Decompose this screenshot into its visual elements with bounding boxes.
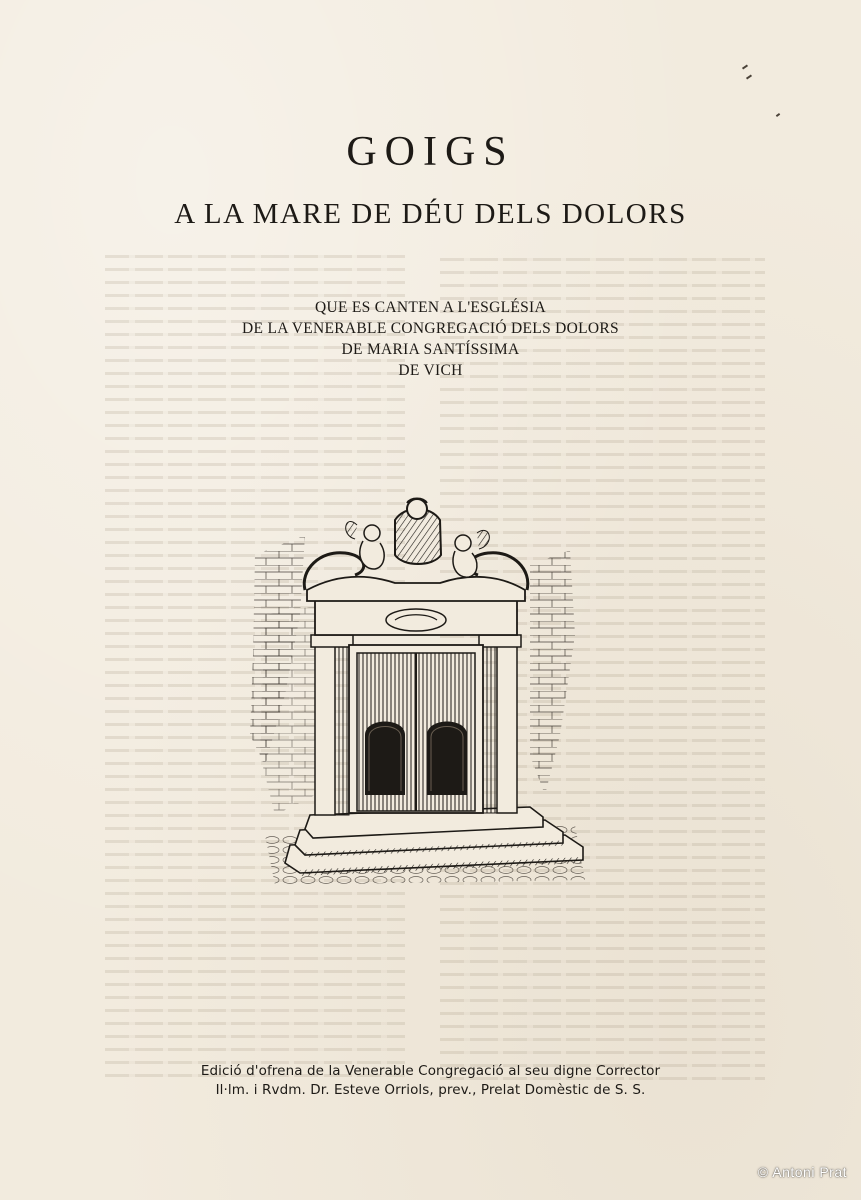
dedication-line: Edició d'ofrena de la Venerable Congregació al seu digne Corrector	[200, 1063, 661, 1079]
intro-line: DE LA VENERABLE CONGREGACIÓ DELS DOLORS	[242, 320, 619, 337]
dedication-line: Il·lm. i Rvdm. Dr. Esteve Orriols, prev., Prelat Domèstic de S. S.	[215, 1082, 646, 1098]
intro-line: DE VICH	[398, 362, 463, 379]
copyright-watermark: © Antoni Prat	[757, 1164, 847, 1180]
church-doorway-engraving	[245, 495, 590, 890]
page-subtitle: A LA MARE DE DÉU DELS DOLORS	[174, 198, 687, 230]
intro-text	[0, 297, 861, 381]
page-title: GOIGS	[346, 129, 515, 175]
intro-line: QUE ES CANTEN A L'ESGLÉSIA	[314, 299, 547, 316]
dedication-text	[0, 1062, 861, 1100]
intro-line: DE MARIA SANTÍSSIMA	[341, 341, 520, 358]
